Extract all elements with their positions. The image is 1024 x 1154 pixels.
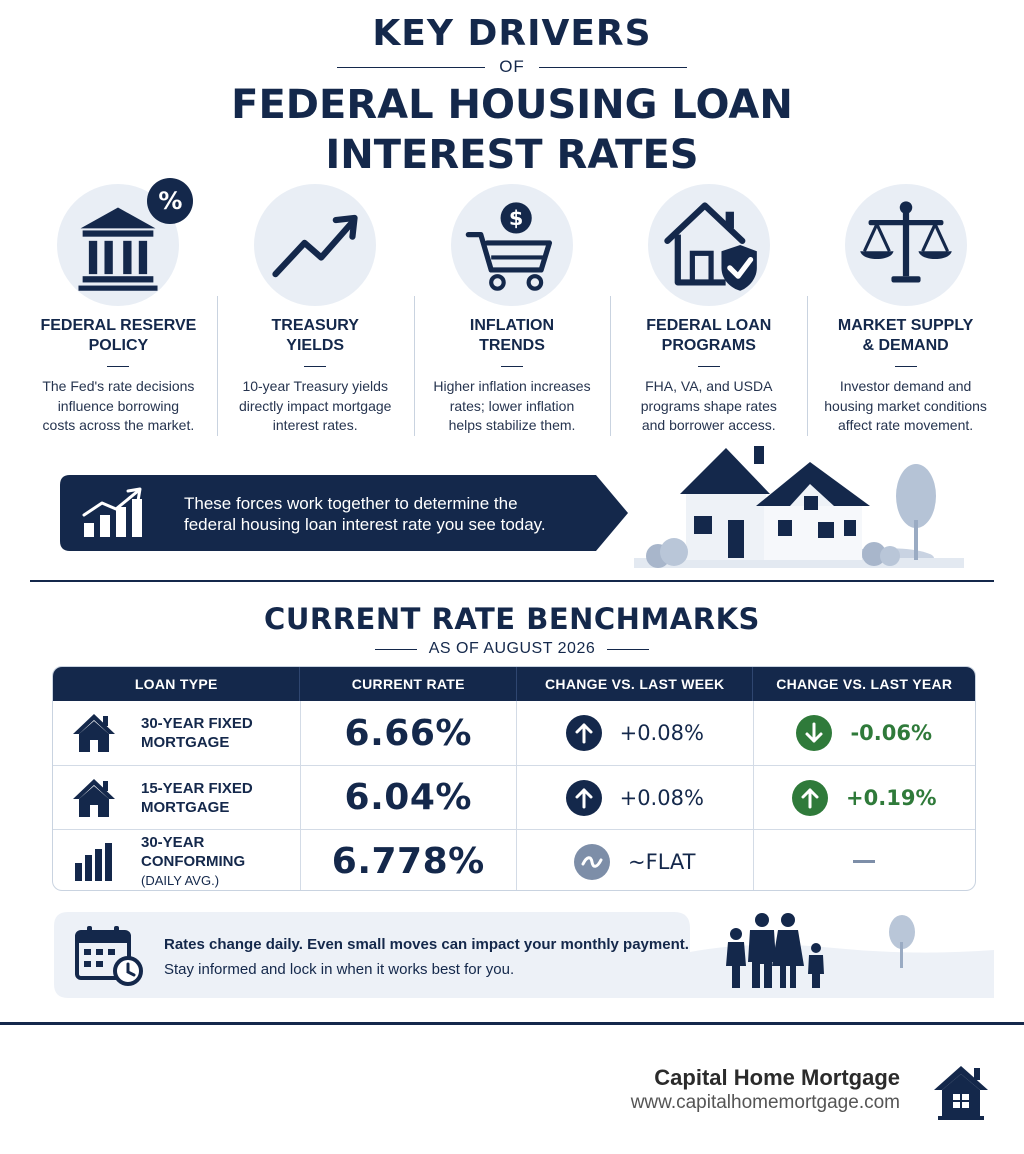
divider bbox=[304, 366, 326, 367]
driver-description: Higher inflation increases rates; lower inflation helps stabilize them. bbox=[433, 378, 591, 433]
divider bbox=[337, 67, 485, 68]
divider bbox=[107, 366, 129, 367]
bank-icon bbox=[57, 184, 183, 306]
driver-title: INFLATION TRENDS bbox=[469, 317, 555, 354]
calendar-clock-icon bbox=[74, 925, 144, 987]
driver-description: FHA, VA, and USDA programs shape rates and borrower access. bbox=[640, 378, 777, 433]
col-change-year: CHANGE VS. LAST YEAR bbox=[776, 676, 953, 692]
driver-federal-reserve bbox=[20, 180, 217, 440]
driver-treasury-yields bbox=[217, 180, 414, 440]
section-divider bbox=[30, 580, 994, 582]
table-header bbox=[53, 667, 975, 701]
divider bbox=[539, 67, 687, 68]
driver-title: TREASURY YIELDS bbox=[271, 317, 359, 354]
loan-name: 30-YEAR CONFORMING (DAILY AVG.) bbox=[141, 834, 246, 888]
table-row bbox=[53, 765, 975, 829]
driver-title: MARKET SUPPLY & DEMAND bbox=[837, 317, 974, 354]
loan-type-cell bbox=[53, 766, 301, 829]
family-icon bbox=[720, 912, 930, 996]
tilde-icon bbox=[574, 844, 610, 880]
brand-url[interactable]: www.capitalhomemortgage.com bbox=[630, 1092, 900, 1113]
divider bbox=[895, 366, 917, 367]
title-line-3: INTEREST RATES bbox=[325, 132, 699, 178]
no-data-dash bbox=[853, 860, 875, 863]
loan-type-cell bbox=[53, 830, 301, 891]
change-year-cell: -0.06% bbox=[754, 701, 976, 765]
table-row bbox=[53, 701, 975, 765]
scales-icon bbox=[845, 184, 967, 306]
driver-description: The Fed's rate decisions influence borrowing costs across the market. bbox=[42, 378, 195, 433]
driver-federal-loan-programs bbox=[610, 180, 807, 440]
note-text: Rates change daily. Even small moves can impact your monthly payment. Stay informed and lock in when it works best for you. bbox=[164, 936, 689, 978]
arrow-up-icon bbox=[566, 780, 602, 816]
change-week-cell: ~FLAT bbox=[517, 830, 753, 891]
svg-text:$: $ bbox=[508, 206, 524, 231]
divider bbox=[375, 649, 417, 650]
driver-inflation-trends bbox=[414, 180, 611, 440]
bar-chart-icon bbox=[71, 841, 117, 883]
footer-divider bbox=[0, 1022, 1024, 1025]
summary-banner bbox=[60, 475, 628, 551]
title-of-row bbox=[0, 56, 1024, 78]
title-line-2: FEDERAL HOUSING LOAN bbox=[231, 82, 793, 128]
benchmarks-title: CURRENT RATE BENCHMARKS bbox=[264, 602, 760, 636]
title-line-1: KEY DRIVERS bbox=[372, 13, 652, 54]
driver-description: 10-year Treasury yields directly impact mortgage interest rates. bbox=[238, 378, 392, 433]
house-icon bbox=[71, 777, 117, 819]
change-week-cell: +0.08% bbox=[517, 701, 753, 765]
brand-block bbox=[631, 1064, 900, 1114]
change-year-cell bbox=[754, 830, 976, 891]
col-loan-type: LOAN TYPE bbox=[53, 667, 300, 701]
percent-badge: % bbox=[147, 178, 193, 224]
info-note bbox=[54, 912, 994, 998]
house-icon bbox=[71, 712, 117, 754]
driver-title: FEDERAL LOAN PROGRAMS bbox=[646, 317, 772, 354]
benchmarks-subtitle: AS OF AUGUST 2026 bbox=[0, 638, 1024, 660]
brand-name: Capital Home Mortgage bbox=[654, 1065, 900, 1090]
growth-chart-icon bbox=[80, 487, 150, 539]
driver-description: Investor demand and housing market conditions affect rate movement. bbox=[824, 378, 987, 433]
title-of: OF bbox=[499, 57, 525, 76]
loan-type-cell bbox=[53, 701, 301, 765]
driver-title: FEDERAL RESERVE POLICY bbox=[40, 317, 197, 354]
arrow-up-icon bbox=[566, 715, 602, 751]
arrow-down-icon bbox=[796, 715, 832, 751]
divider bbox=[698, 366, 720, 367]
driver-market-supply-demand bbox=[807, 180, 1004, 440]
col-current-rate: CURRENT RATE bbox=[300, 667, 517, 701]
change-year-cell: +0.19% bbox=[754, 766, 976, 829]
divider bbox=[501, 366, 523, 367]
divider bbox=[607, 649, 649, 650]
loan-name: 30-YEAR FIXED MORTGAGE bbox=[141, 715, 253, 751]
trend-up-icon bbox=[254, 184, 376, 306]
banner-text: These forces work together to determine the federal housing loan interest rate you see today. bbox=[184, 494, 546, 534]
shopping-cart-dollar-icon bbox=[451, 184, 573, 306]
table-row bbox=[53, 829, 975, 891]
current-rate-cell: 6.04% bbox=[301, 766, 518, 829]
current-rate-cell: 6.778% bbox=[301, 830, 518, 891]
drivers-row bbox=[20, 180, 1004, 440]
col-change-week: CHANGE VS. LAST WEEK bbox=[517, 667, 753, 701]
page-header bbox=[0, 12, 1024, 178]
house-illustration bbox=[634, 440, 964, 568]
rate-benchmarks-table bbox=[52, 666, 976, 891]
loan-name: 15-YEAR FIXED MORTGAGE bbox=[141, 779, 253, 816]
house-shield-icon bbox=[648, 184, 770, 306]
current-rate-cell: 6.66% bbox=[301, 701, 518, 765]
arrow-up-icon bbox=[792, 780, 828, 816]
house-logo-icon bbox=[932, 1064, 990, 1120]
change-week-cell: +0.08% bbox=[517, 766, 753, 829]
